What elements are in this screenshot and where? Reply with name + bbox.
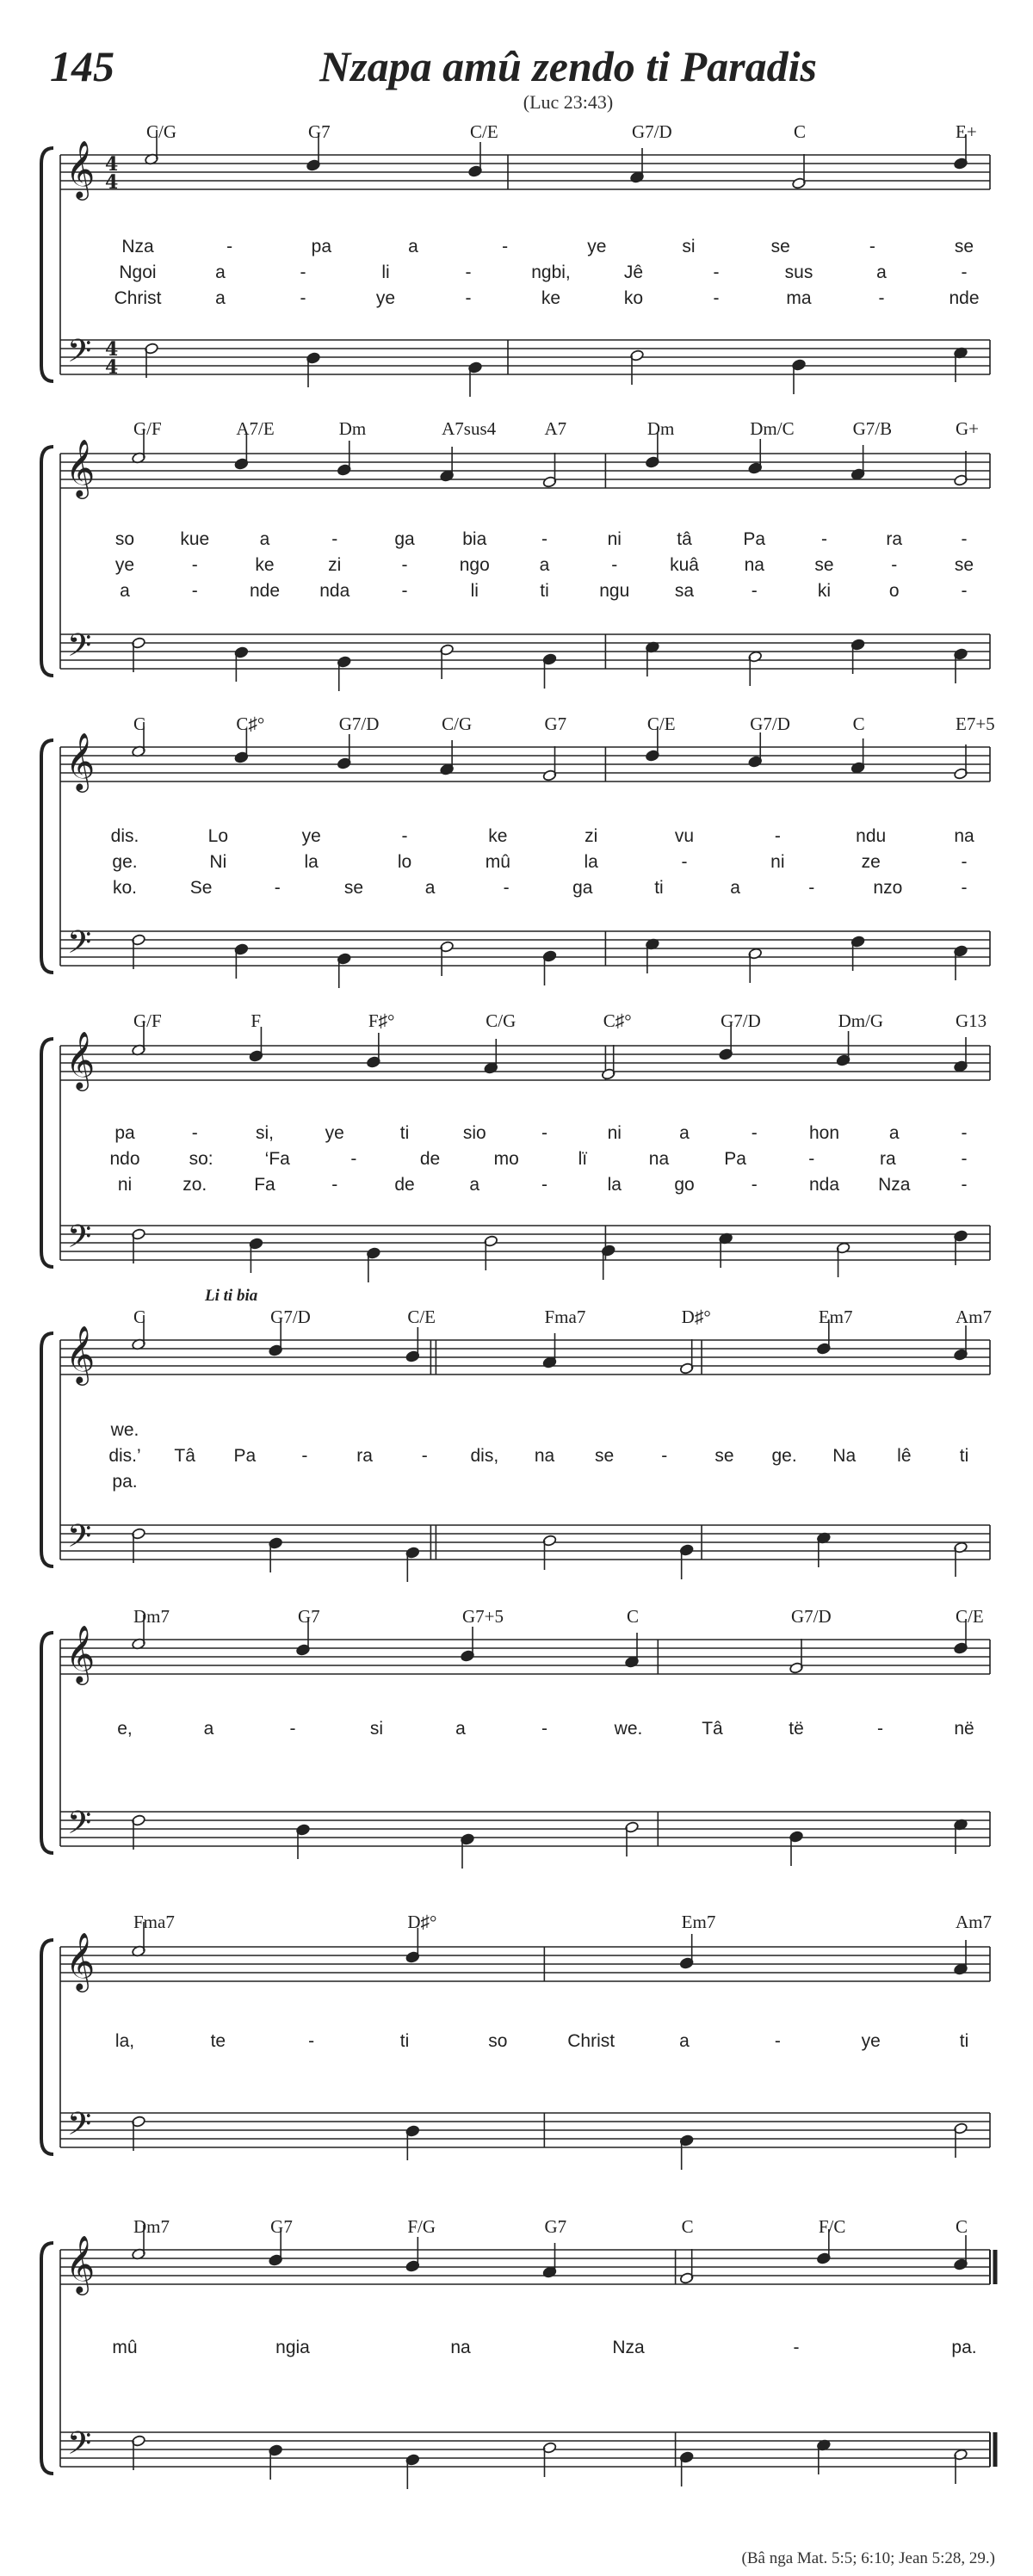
lyric-syllable: ngu [599,581,630,601]
lyric-syllable: a [203,1719,214,1739]
chord-symbol: Fma7 [544,1307,586,1327]
lyric-syllable: - [502,237,509,256]
lyric-syllable: na [954,826,974,846]
lyric-syllable: - [961,1175,968,1195]
chord-symbol: G7 [544,2216,567,2237]
lyric-syllable: - [961,878,968,898]
lyric-syllable: Nza [878,1175,911,1195]
chord-symbol: Am7 [956,1912,992,1932]
lyric-syllable: ni [117,1175,133,1195]
lyric-syllable: se [954,237,974,256]
lyric-syllable: ze [861,852,881,872]
music-system [41,1606,990,1869]
bass-staff [60,2113,990,2147]
bass-staff [60,1812,990,1846]
lyric-syllable: - [503,878,510,898]
chord-symbol: C/E [646,713,676,734]
lyric-syllable: Pa [233,1446,257,1466]
chord-symbol: G+ [956,418,980,439]
chord-symbol: Dm/C [750,418,795,439]
lyric-syllable: kue [180,529,210,549]
lyric-syllable: Pa [724,1149,746,1169]
chord-symbol: G7/D [721,1010,761,1031]
lyric-syllable: hon [808,1123,840,1143]
time-signature-bottom: 4 [105,356,119,379]
lyric-syllable: ko. [112,878,138,898]
treble-clef-icon: 𝄞 [65,732,96,790]
lyric-syllable: ti [959,1446,969,1466]
lyric-syllable: a [455,1719,466,1739]
lyric-syllable: we. [110,1420,139,1440]
lyric-syllable: bia [462,529,487,549]
chord-symbol: C/E [470,121,498,142]
treble-staff [60,1046,990,1080]
lyric-syllable: pa [114,1123,135,1143]
lyric-syllable: - [350,1149,357,1169]
lyric-syllable: ‘Fa [264,1149,290,1169]
chord-symbol: C [794,121,807,142]
chord-symbol: D♯° [407,1912,437,1932]
lyric-syllable: ti [540,581,549,601]
lyric-syllable: - [301,1446,308,1466]
lyric-syllable: lê [897,1446,912,1466]
lyric-syllable: nda [319,581,350,601]
treble-clef-icon: 𝄞 [65,438,96,497]
lyric-syllable: nde [249,581,281,601]
chord-symbol: G7 [298,1606,320,1627]
lyric-syllable: - [661,1446,668,1466]
lyric-syllable: de [394,1175,415,1195]
lyric-syllable: - [681,852,688,872]
lyric-syllable: Christ [114,288,162,308]
lyric-syllable: so [114,529,135,549]
lyric-syllable: - [300,263,306,282]
lyric-syllable: ye [375,288,396,308]
lyric-syllable: ti [399,1123,410,1143]
lyric-syllable: a [424,878,436,898]
lyric-syllable: so: [189,1149,213,1169]
lyric-syllable: - [300,288,306,308]
chord-symbol: C♯° [236,713,265,734]
lyric-syllable: - [961,529,968,549]
lyric-syllable: la [304,852,319,872]
lyric-syllable: si [682,237,696,256]
lyric-syllable: te [210,2031,226,2051]
lyric-syllable: ko [623,288,644,308]
music-system [41,1287,992,1582]
lyric-syllable: na [744,555,764,575]
lyric-syllable: nzo [873,878,903,898]
lyric-syllable: - [961,581,968,601]
bass-clef-icon: 𝄢 [67,1219,92,1263]
lyric-syllable: na [450,2338,471,2357]
lyric-syllable: mo [493,1149,519,1169]
chord-symbol: G13 [956,1010,987,1031]
lyric-syllable: ti [654,878,664,898]
music-system [41,1912,992,2170]
music-system [41,1010,990,1282]
treble-staff [60,155,990,189]
lyric-syllable: se [814,555,834,575]
lyric-syllable: - [961,852,968,872]
lyric-syllable: ni [607,1123,622,1143]
treble-staff [60,1640,990,1674]
lyric-syllable: ga [572,878,593,898]
lyric-syllable: a [679,2031,690,2051]
treble-staff [60,2250,990,2284]
chord-symbol: G/F [133,418,162,439]
chord-symbol: G7+5 [462,1606,504,1627]
section-marking: Li ti bia [205,1287,258,1305]
lyric-syllable: ti [959,2031,969,2051]
hymn-title: Nzapa amû zendo ti Paradis [319,42,817,90]
lyric-syllable: Pa [743,529,766,549]
lyric-syllable: de [419,1149,441,1169]
lyric-syllable: - [808,1149,815,1169]
chord-symbol: G7 [544,713,567,734]
lyric-syllable: ra [880,1149,896,1169]
lyric-syllable: ngia [275,2338,310,2357]
lyric-syllable: - [751,1175,758,1195]
lyric-syllable: dis. [110,826,139,846]
lyric-syllable: Christ [567,2031,615,2051]
bass-staff [60,1525,990,1560]
lyric-syllable: - [331,1175,338,1195]
time-signature-top: 4 [105,153,119,176]
chord-symbol: C/E [956,1606,984,1627]
lyric-syllable: Nza [121,237,154,256]
system-bracket [41,1333,53,1566]
lyric-syllable: si, [256,1123,274,1143]
lyric-syllable: ki [817,581,832,601]
lyric-syllable: - [331,529,338,549]
chord-symbol: E7+5 [956,713,995,734]
chord-symbol: G7/D [338,713,380,734]
lyric-syllable: a [539,555,550,575]
chord-symbol: C [956,2216,968,2237]
lyric-syllable: pa. [112,1472,138,1492]
chord-symbol: Em7 [681,1912,716,1932]
chord-symbol: A7/E [236,418,275,439]
bass-clef-icon: 𝄢 [67,627,92,671]
chord-symbol: C/E [407,1307,436,1327]
chord-symbol: G7/D [270,1307,311,1327]
lyric-syllable: zo. [182,1175,207,1195]
chord-symbol: Dm7 [133,2216,170,2237]
lyric-syllable: - [774,2031,781,2051]
lyric-syllable: ke [488,826,508,846]
lyric-syllable: nda [808,1175,840,1195]
treble-clef-icon: 𝄞 [65,139,96,198]
hymn-number: 145 [50,42,114,90]
chord-symbol: F [251,1010,262,1031]
lyric-syllable: - [869,237,875,256]
music-system [41,418,990,691]
treble-clef-icon: 𝄞 [65,1624,96,1683]
lyric-syllable: - [421,1446,428,1466]
lyric-syllable: se [714,1446,734,1466]
chord-symbol: Em7 [818,1307,853,1327]
lyric-syllable: ni [607,529,622,549]
lyric-syllable: - [611,555,618,575]
lyric-syllable: - [308,2031,315,2051]
lyric-syllable: a [679,1123,690,1143]
system-bracket [41,1940,53,2154]
lyric-syllable: sio [462,1123,486,1143]
lyric-syllable: ga [394,529,415,549]
lyric-syllable: ngbi, [531,263,571,282]
chord-symbol: G7/D [632,121,672,142]
lyric-syllable: si [369,1719,384,1739]
lyric-syllable: a [259,529,270,549]
treble-staff [60,1947,990,1981]
lyric-syllable: se [595,1446,615,1466]
lyric-syllable: ma [786,288,812,308]
footnote-references: (Bâ nga Mat. 5:5; 6:10; Jean 5:28, 29.) [741,2549,995,2567]
lyric-syllable: e, [117,1719,133,1739]
lyric-syllable: li [470,581,479,601]
lyric-syllable: ye [114,555,135,575]
treble-staff [60,454,990,488]
system-bracket [41,148,53,381]
lyric-syllable: ye [587,237,607,256]
lyric-syllable: - [226,237,233,256]
chord-symbol: Dm7 [133,1606,170,1627]
lyric-syllable: lo [397,852,412,872]
bass-clef-icon: 𝄢 [67,2425,92,2469]
system-bracket [41,1633,53,1853]
lyric-syllable: - [465,263,472,282]
lyric-syllable: sus [784,263,813,282]
lyric-syllable: - [541,529,547,549]
chord-symbol: F/G [407,2216,436,2237]
lyric-syllable: kuâ [670,555,699,575]
chord-symbol: C [852,713,865,734]
lyric-syllable: go [674,1175,695,1195]
lyric-syllable: se [343,878,364,898]
lyric-syllable: - [191,1123,198,1143]
lyric-syllable: a [730,878,740,898]
lyric-syllable: - [961,1149,968,1169]
system-bracket [41,2243,53,2474]
bass-staff [60,931,990,966]
lyric-syllable: a [215,288,226,308]
lyric-syllable: sa [674,581,695,601]
lyric-syllable: Ngoi [119,263,157,282]
treble-staff [60,1340,990,1374]
chord-symbol: C♯° [603,1010,632,1031]
music-system [41,713,995,988]
lyric-syllable: ye [325,1123,344,1143]
chord-symbol: Dm [646,418,675,439]
chord-symbol: F/C [818,2216,846,2237]
lyric-syllable: - [465,288,472,308]
lyric-syllable: tâ [677,529,692,549]
lyric-syllable: pa [311,237,332,256]
lyric-syllable: - [713,288,720,308]
lyric-syllable: - [878,288,885,308]
lyric-syllable: so [488,2031,508,2051]
lyric-syllable: nde [949,288,980,308]
chord-symbol: G7/D [750,713,790,734]
bass-staff [60,340,990,374]
lyric-syllable: - [191,555,198,575]
lyric-syllable: la, [114,2031,135,2051]
lyric-syllable: Fa [254,1175,275,1195]
lyric-syllable: - [808,878,815,898]
lyric-syllable: a [215,263,226,282]
lyric-syllable: - [191,581,198,601]
lyric-syllable: mû [112,2338,138,2357]
lyric-syllable: - [751,1123,758,1143]
lyric-syllable: ke [255,555,275,575]
chord-symbol: G/F [133,1010,162,1031]
lyric-syllable: ge. [771,1446,797,1466]
bass-clef-icon: 𝄢 [67,924,92,968]
lyric-syllable: lï [578,1149,588,1169]
lyric-syllable: Jê [623,263,644,282]
chord-symbol: A7sus4 [442,418,497,439]
chord-symbol: C [133,713,146,734]
lyric-syllable: Tâ [702,1719,723,1739]
bass-clef-icon: 𝄢 [67,2106,92,2150]
system-bracket [41,447,53,676]
lyric-syllable: të [789,1719,804,1739]
chord-symbol: C/G [146,121,177,142]
lyric-syllable: - [401,581,408,601]
lyric-syllable: a [888,1123,900,1143]
lyric-syllable: la [584,852,598,872]
lyric-syllable: mû [485,852,510,872]
lyric-syllable: Tâ [174,1446,195,1466]
chord-symbol: C [681,2216,694,2237]
lyric-syllable: - [541,1719,547,1739]
lyric-syllable: ngo [459,555,490,575]
chord-symbol: C/G [486,1010,516,1031]
lyric-syllable: ra [356,1446,373,1466]
bass-clef-icon: 𝄢 [67,333,92,377]
chord-symbol: Fma7 [133,1912,175,1932]
lyric-syllable: - [961,1123,968,1143]
lyric-syllable: ndu [856,826,887,846]
lyric-syllable: Ni [209,852,227,872]
lyric-syllable: a [876,263,887,282]
lyric-syllable: zi [585,826,598,846]
lyric-syllable: ti [399,2031,410,2051]
lyric-syllable: Lo [207,826,229,846]
chord-symbol: A7 [544,418,567,439]
bass-staff [60,634,990,669]
system-bracket [41,1039,53,1267]
time-signature-bottom: 4 [105,171,119,194]
lyric-syllable: we. [614,1719,643,1739]
lyric-syllable: dis, [470,1446,499,1466]
lyric-syllable: në [954,1719,974,1739]
lyric-syllable: - [751,581,758,601]
chord-symbol: Dm/G [838,1010,884,1031]
lyric-syllable: ra [886,529,903,549]
lyric-syllable: ndo [109,1149,140,1169]
lyric-syllable: - [274,878,281,898]
scripture-reference: (Luc 23:43) [523,91,614,113]
lyric-syllable: o [888,581,900,601]
chord-symbol: Dm [338,418,367,439]
time-signature-top: 4 [105,338,119,361]
chord-symbol: C/G [442,713,473,734]
system-bracket [41,740,53,973]
chord-symbol: G7/B [852,418,893,439]
treble-staff [60,747,990,781]
lyric-syllable: li [381,263,390,282]
lyric-syllable: ye [861,2031,881,2051]
lyric-syllable: zi [328,555,342,575]
lyric-syllable: - [401,555,408,575]
treble-clef-icon: 𝄞 [65,2234,96,2293]
chord-symbol: G7 [308,121,331,142]
chord-symbol: D♯° [681,1307,711,1327]
lyric-syllable: la [607,1175,622,1195]
lyric-syllable: a [469,1175,480,1195]
lyric-syllable: - [774,826,781,846]
lyric-syllable: - [877,1719,883,1739]
chord-symbol: G7/D [791,1606,832,1627]
lyric-syllable: Na [832,1446,857,1466]
lyric-syllable: - [793,2338,800,2357]
bass-staff [60,1226,990,1260]
lyric-syllable: vu [674,826,695,846]
lyric-syllable: - [821,529,827,549]
lyric-syllable: - [713,263,720,282]
lyric-syllable: - [541,1175,547,1195]
music-system [41,2216,995,2489]
bass-clef-icon: 𝄢 [67,1805,92,1849]
lyric-syllable: - [289,1719,296,1739]
lyric-syllable: dis.’ [108,1446,141,1466]
chord-symbol: C [627,1606,640,1627]
lyric-syllable: a [408,237,418,256]
lyric-syllable: - [961,263,968,282]
lyric-syllable: ye [301,826,321,846]
treble-clef-icon: 𝄞 [65,1030,96,1089]
bass-staff [60,2432,990,2467]
lyric-syllable: Nza [612,2338,645,2357]
lyric-syllable: na [534,1446,555,1466]
lyric-syllable: Se [189,878,213,898]
lyric-syllable: se [770,237,790,256]
lyric-syllable: - [891,555,898,575]
music-system [41,121,990,397]
lyric-syllable: - [541,1123,547,1143]
treble-clef-icon: 𝄞 [65,1931,96,1990]
chord-symbol: F♯° [368,1010,395,1031]
chord-symbol: Am7 [956,1307,992,1327]
chord-symbol: C [133,1307,146,1327]
lyric-syllable: - [401,826,408,846]
bass-clef-icon: 𝄢 [67,1518,92,1562]
lyric-syllable: ge. [112,852,138,872]
chord-symbol: G7 [270,2216,293,2237]
lyric-syllable: se [954,555,974,575]
lyric-syllable: ni [770,852,785,872]
treble-clef-icon: 𝄞 [65,1325,96,1383]
lyric-syllable: a [120,581,130,601]
lyric-syllable: na [648,1149,670,1169]
lyric-syllable: pa. [951,2338,977,2357]
lyric-syllable: ke [541,288,561,308]
chord-symbol: E+ [956,121,977,142]
